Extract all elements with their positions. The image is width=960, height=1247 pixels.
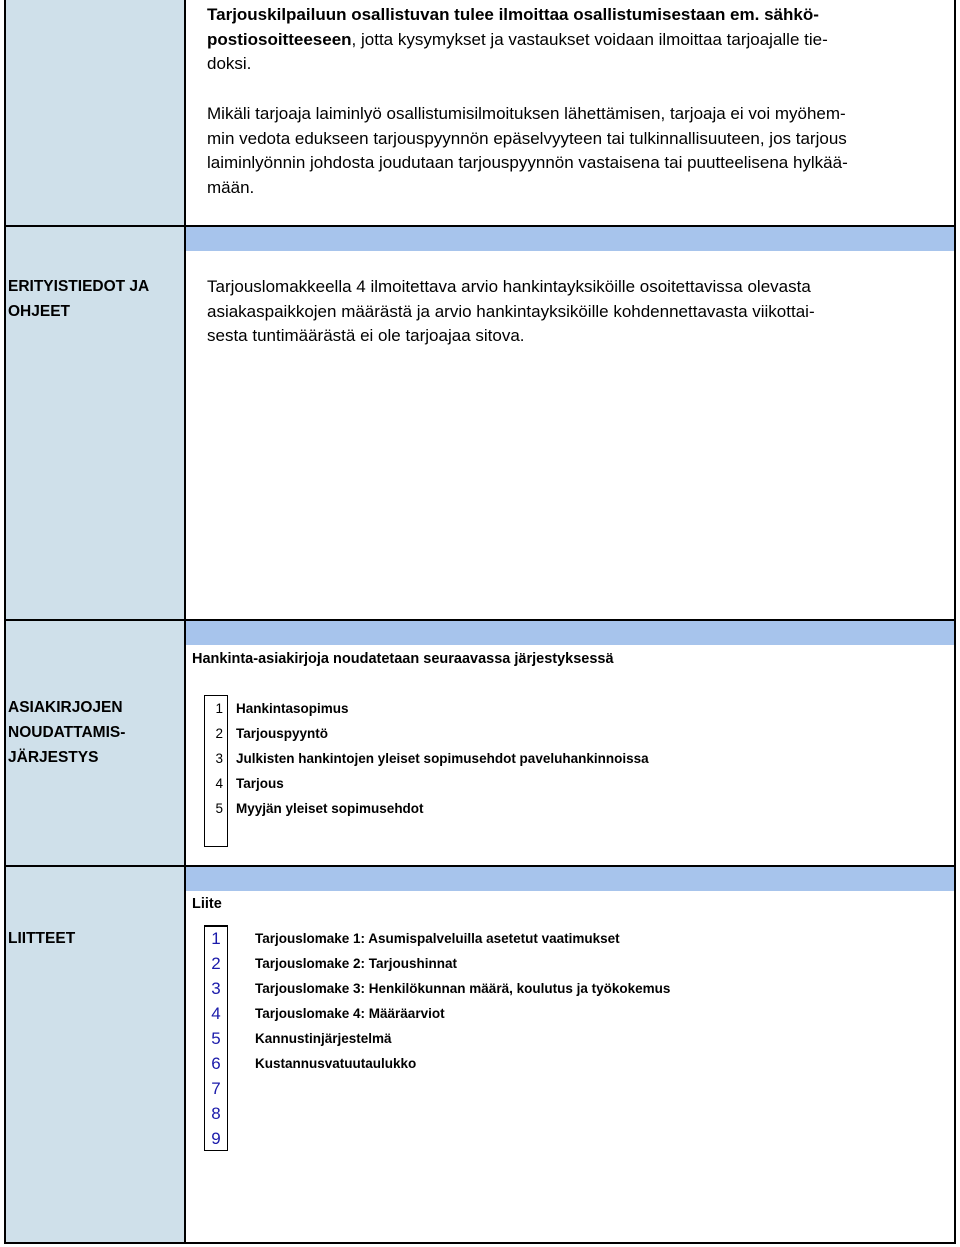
- order-list: [204, 695, 944, 847]
- attachment-number: 8: [204, 1101, 228, 1126]
- special-text-line: asiakaspaikkojen määrästä ja arvio hankintayksiköille kohdennettavasta viikottai-: [207, 301, 815, 321]
- attachment-text: Tarjouslomake 3: Henkilökunnan määrä, koulutus ja työkokemus: [255, 981, 671, 996]
- participation-notice: [207, 3, 947, 77]
- attachment-number: 6: [204, 1051, 228, 1076]
- outer-left-border: [4, 0, 6, 1244]
- order-text: Myyjän yleiset sopimusehdot: [236, 801, 424, 816]
- list-item: [204, 696, 944, 721]
- section-band-order: [185, 620, 954, 645]
- order-number: 2: [204, 721, 228, 746]
- attachments-heading: Liite: [192, 896, 222, 912]
- special-info-text: [207, 275, 947, 349]
- notice-line-2-bold: postiosoitteeseen: [207, 29, 352, 49]
- list-item: [204, 746, 944, 771]
- list-item: [204, 1026, 944, 1051]
- order-number: 3: [204, 746, 228, 771]
- attachment-text: Kannustinjärjestelmä: [255, 1031, 392, 1046]
- order-text: Julkisten hankintojen yleiset sopimusehdot paveluhankinnoissa: [236, 751, 649, 766]
- attachment-number: 5: [204, 1026, 228, 1051]
- column-divider: [184, 0, 186, 1244]
- list-item: [204, 821, 944, 846]
- order-label-line: NOUDATTAMIS-: [8, 724, 126, 741]
- order-number: [204, 821, 228, 846]
- divider-order: [4, 619, 956, 621]
- attachment-number: 1: [204, 926, 228, 951]
- divider-special: [4, 225, 956, 227]
- order-rule-mask-bottom: [228, 844, 948, 847]
- order-number: 4: [204, 771, 228, 796]
- list-item: [204, 1051, 944, 1076]
- warning-line: laiminlyönnin johdosta joudutaan tarjouspyynnön vastaisena tai puutteelisena hylkää-: [207, 153, 848, 172]
- order-rule-mask-top: [228, 694, 948, 697]
- notice-line-1: Tarjouskilpailuun osallistuvan tulee ilmoittaa osallistumisestaan em. sähkö-: [207, 5, 819, 24]
- attachment-text: Kustannusvatuutaulukko: [255, 1056, 417, 1071]
- attachment-number: 7: [204, 1076, 228, 1101]
- label-column: [6, 0, 184, 1242]
- notice-line-2-rest: , jotta kysymykset ja vastaukset voidaan ilmoittaa tarjoajalle tie-: [351, 29, 828, 49]
- attachment-text: Tarjouslomake 2: Tarjoushinnat: [255, 956, 458, 971]
- special-label-line: OHJEET: [8, 303, 71, 320]
- warning-line: Mikäli tarjoaja laiminlyö osallistumisilmoituksen lähettämisen, tarjoaja ei voi myöhem-: [207, 104, 846, 123]
- list-item: [204, 1101, 944, 1126]
- warning-paragraph: [207, 102, 947, 200]
- list-item: [204, 796, 944, 821]
- order-text: Tarjouspyyntö: [236, 726, 329, 741]
- list-item: [204, 1076, 944, 1101]
- special-text-line: Tarjouslomakkeella 4 ilmoitettava arvio hankintayksiköille osoitettavissa olevasta: [207, 277, 811, 296]
- order-text: Hankintasopimus: [236, 701, 349, 716]
- attachment-number: 3: [204, 976, 228, 1001]
- list-item: [204, 771, 944, 796]
- list-item: [204, 926, 944, 951]
- order-number: 1: [204, 696, 228, 721]
- list-item: [204, 721, 944, 746]
- order-text: Tarjous: [236, 776, 284, 791]
- order-label: [8, 695, 125, 770]
- notice-line-3: doksi.: [207, 54, 252, 73]
- warning-line: mään.: [207, 177, 255, 197]
- special-text-line: sesta tuntimäärästä ei ole tarjoajaa sitova.: [207, 326, 525, 345]
- special-info-label: [8, 274, 149, 324]
- bottom-border: [4, 1242, 956, 1244]
- special-label-line: ERITYISTIEDOT JA: [8, 278, 150, 295]
- order-label-line: JÄRJESTYS: [8, 749, 99, 766]
- order-heading: Hankinta-asiakirjoja noudatetaan seuraavassa järjestyksessä: [192, 651, 614, 667]
- divider-attachments: [4, 865, 956, 867]
- outer-right-border: [954, 0, 956, 1244]
- list-item: [204, 1001, 944, 1026]
- order-label-line: ASIAKIRJOJEN: [8, 699, 123, 716]
- list-item: [204, 951, 944, 976]
- list-item: [204, 976, 944, 1001]
- notice-line-2: [207, 28, 947, 53]
- attachment-text: Tarjouslomake 1: Asumispalveluilla asetetut vaatimukset: [255, 931, 620, 946]
- list-item: [204, 1126, 944, 1151]
- attachments-label: LIITTEET: [8, 930, 76, 947]
- section-band-special: [185, 226, 954, 251]
- attachments-top-rule: [204, 925, 228, 927]
- attachment-text: Tarjouslomake 4: Määräarviot: [255, 1006, 445, 1021]
- attachment-number: 2: [204, 951, 228, 976]
- attachment-number: 4: [204, 1001, 228, 1026]
- warning-line: min vedota edukseen tarjouspyynnön epäselvyyteen tai tulkinnallisuuteen, jos tarjous: [207, 128, 847, 148]
- order-number: 5: [204, 796, 228, 821]
- section-band-attachments: [185, 866, 954, 891]
- attachment-number: 9: [204, 1126, 228, 1151]
- attachments-list: [204, 926, 944, 1151]
